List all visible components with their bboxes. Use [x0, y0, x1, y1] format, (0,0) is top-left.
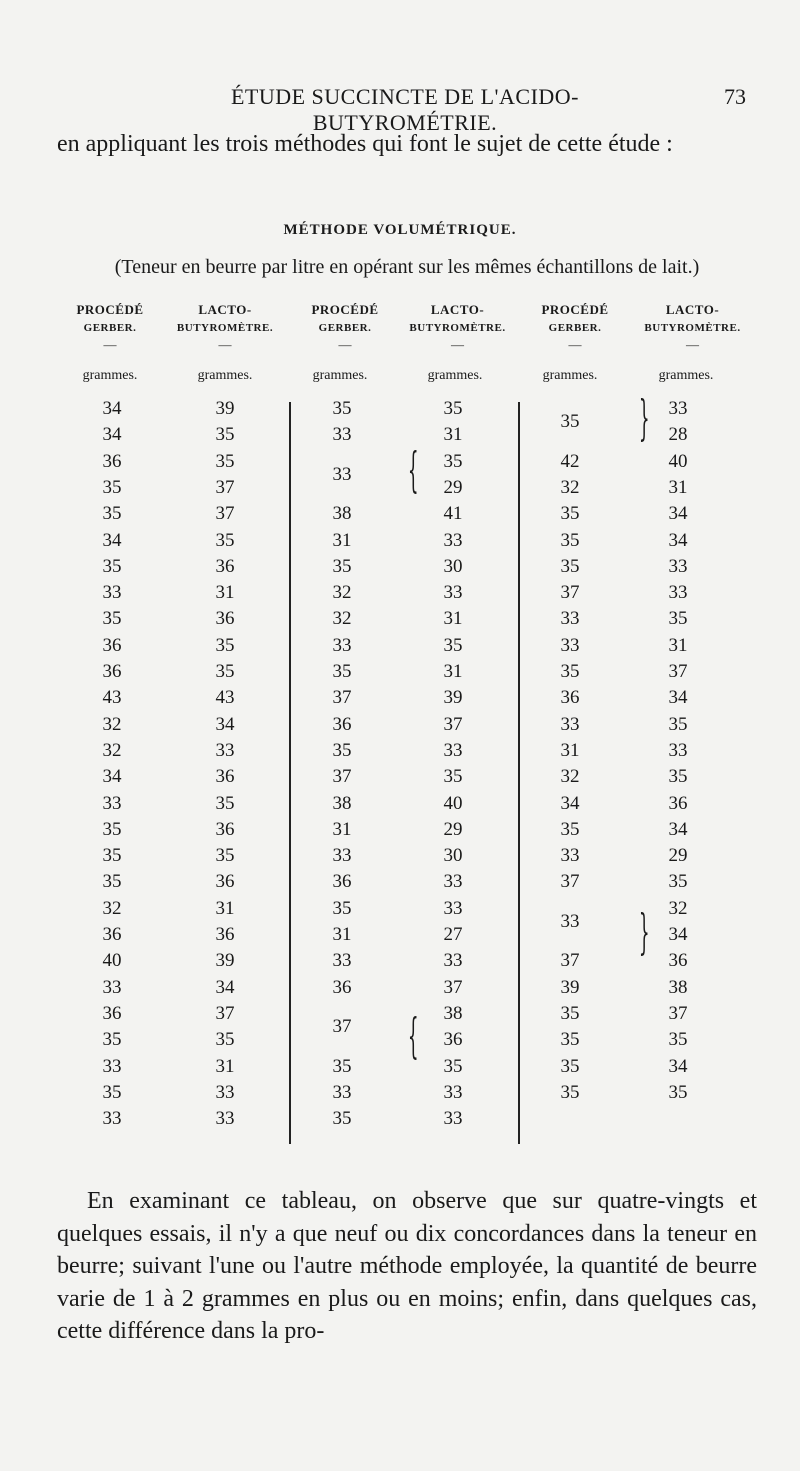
column-header-2: LACTO- BUTYROMÈTRE. — [176, 302, 274, 352]
table-cell-col4-21: 33 [443, 950, 463, 972]
table-cell-col6-10: 37 [668, 661, 688, 682]
section-title: MÉTHODE VOLUMÉTRIQUE. [283, 222, 517, 238]
closing-paragraph: En examinant ce tableau, on observe que sur quatre-vingts et quelques essais, il n'y a que neuf ou dix concordances dans la teneur en beurre; suivant l'une ou l'autre méthode employée, la quantité de beurre varie de 1 à 2 grammes en plus ou en moins; enfin, dans quelques cas, cette différence dans la pro- [57, 1188, 757, 1344]
table-cell-col5-13: 32 [560, 766, 580, 788]
table-cell-col2-4: 37 [215, 503, 235, 525]
table-cell-col3-5: 35 [332, 555, 352, 577]
table-cell-col6-3: 31 [668, 476, 688, 498]
intro-paragraph: en appliquant les trois méthodes qui font le sujet de cette étude : [57, 131, 673, 157]
unit-label-1: grammes. [82, 368, 138, 383]
table-cell-col1-13: 32 [102, 739, 122, 761]
table-cell-col4-26: 33 [443, 1081, 463, 1103]
brace-col4-a: { [407, 442, 419, 498]
table-cell-col6-2: 40 [668, 450, 688, 472]
table-cell-col2-22: 34 [215, 976, 235, 998]
table-cell-col1-27: 33 [102, 1108, 122, 1130]
table-cell-col1-5: 34 [102, 529, 122, 551]
table-cell-col4-3: 29 [443, 476, 463, 498]
table-cell-col3-4: 31 [332, 529, 352, 551]
table-cell-col2-11: 43 [215, 687, 235, 709]
table-cell-col2-5: 35 [215, 529, 235, 551]
unit-label-6: grammes. [658, 368, 714, 383]
table-cell-col3-16: 33 [332, 845, 352, 867]
table-cell-col3-3: 38 [332, 503, 352, 525]
table-cell-col2-26: 33 [215, 1081, 235, 1103]
table-cell-col3-2: 33 [332, 463, 352, 485]
table-cell-col3-24: 33 [332, 1081, 352, 1103]
column-header-1: PROCÉDÉ GERBER. — [76, 302, 144, 352]
table-cell-col1-10: 36 [102, 661, 122, 682]
table-cell-col5-20: 39 [560, 976, 580, 998]
table-cell-col3-7: 32 [332, 608, 352, 630]
table-cell-col4-10: 31 [443, 661, 463, 682]
table-cell-col5-4: 35 [560, 529, 580, 551]
table-cell-col4-18: 33 [443, 871, 463, 893]
column-header-4: LACTO- BUTYROMÈTRE. — [409, 302, 506, 352]
table-cell-col3-6: 32 [332, 582, 352, 604]
table-cell-col4-23: 38 [443, 1002, 463, 1024]
column-header-5: PROCÉDÉ GERBER. — [541, 302, 609, 352]
table-cell-col1-21: 40 [102, 950, 122, 972]
table-cell-col2-19: 31 [215, 897, 235, 919]
table-subtitle: (Teneur en beurre par litre en opérant sur les mêmes échantillons de lait.) [114, 256, 700, 278]
table-cell-col5-7: 33 [560, 608, 580, 630]
table-cell-col3-0: 35 [332, 398, 352, 419]
table-cell-col6-19: 32 [668, 897, 688, 919]
table-cell-col4-22: 37 [443, 976, 463, 998]
unit-label-5: grammes. [542, 368, 598, 383]
table-cell-col3-9: 35 [332, 661, 352, 682]
table-cell-col2-20: 36 [215, 924, 235, 945]
unit-label-3: grammes. [312, 368, 368, 383]
brace-col6-b: } [638, 904, 650, 960]
table-cell-col2-0: 39 [215, 398, 235, 419]
table-cell-col4-25: 35 [443, 1055, 463, 1077]
table-cell-col3-12: 35 [332, 739, 352, 761]
table-cell-col2-2: 35 [215, 450, 235, 472]
table-cell-col6-26: 35 [668, 1081, 688, 1103]
table-cell-col4-11: 39 [443, 687, 463, 709]
table-cell-col5-5: 35 [560, 555, 580, 577]
column-header-3: PROCÉDÉ GERBER. — [311, 302, 379, 352]
table-cell-col4-20: 27 [443, 924, 463, 945]
table-cell-col4-16: 29 [443, 818, 463, 840]
table-cell-col2-13: 33 [215, 739, 235, 761]
table-cell-col1-3: 35 [102, 476, 122, 498]
table-cell-col2-7: 31 [215, 582, 235, 604]
table-cell-col3-13: 37 [332, 766, 352, 788]
table-cell-col1-17: 35 [102, 845, 122, 867]
table-cell-col5-23: 35 [560, 1055, 580, 1077]
table-cell-col5-3: 35 [560, 503, 580, 525]
table-cell-col2-1: 35 [215, 424, 235, 446]
table-cell-col4-24: 36 [443, 1029, 463, 1051]
running-title: ÉTUDE SUCCINCTE DE L'ACIDO-BUTYROMÉTRIE. [230, 84, 580, 135]
table-cell-col1-20: 36 [102, 924, 122, 945]
unit-label-4: grammes. [427, 368, 483, 383]
table-cell-col4-15: 40 [443, 792, 463, 814]
table-cell-col4-13: 33 [443, 739, 463, 761]
table-cell-col4-0: 35 [443, 398, 463, 419]
table-cell-col3-25: 35 [332, 1108, 352, 1130]
table-cell-col5-15: 35 [560, 818, 580, 840]
table-cell-col6-20: 34 [668, 924, 688, 945]
table-cell-col1-11: 43 [102, 687, 122, 709]
table-cell-col3-22: 37 [332, 1016, 352, 1038]
table-cell-col3-11: 36 [332, 713, 352, 735]
column-separator-right [518, 402, 520, 1144]
table-cell-col3-8: 33 [332, 634, 352, 656]
table-cell-col6-12: 35 [668, 713, 688, 735]
table-cell-col5-2: 32 [560, 476, 580, 498]
table-cell-col4-12: 37 [443, 713, 463, 735]
table-cell-col4-14: 35 [443, 766, 463, 788]
table-cell-col2-15: 35 [215, 792, 235, 814]
table-cell-col1-22: 33 [102, 976, 122, 998]
table-cell-col3-21: 36 [332, 976, 352, 998]
table-cell-col5-11: 33 [560, 713, 580, 735]
table-cell-col6-9: 31 [668, 634, 688, 656]
unit-label-2: grammes. [197, 368, 253, 383]
table-cell-col5-16: 33 [560, 845, 580, 867]
table-cell-col1-0: 34 [102, 398, 122, 419]
table-cell-col1-23: 36 [102, 1002, 122, 1024]
table-cell-col3-23: 35 [332, 1055, 352, 1077]
table-cell-col3-1: 33 [332, 424, 352, 446]
table-cell-col1-6: 35 [102, 555, 122, 577]
table-cell-col5-0: 35 [560, 411, 580, 433]
table-cell-col3-20: 33 [332, 950, 352, 972]
table-cell-col2-24: 35 [215, 1029, 235, 1051]
table-cell-col4-27: 33 [443, 1108, 463, 1130]
table-cell-col6-0: 33 [668, 398, 688, 419]
table-cell-col2-27: 33 [215, 1108, 235, 1130]
table-cell-col6-11: 34 [668, 687, 688, 709]
table-cell-col1-18: 35 [102, 871, 122, 893]
table-cell-col6-14: 35 [668, 766, 688, 788]
table-cell-col6-4: 34 [668, 503, 688, 525]
table-cell-col5-14: 34 [560, 792, 580, 814]
table-cell-col1-15: 33 [102, 792, 122, 814]
table-cell-col2-12: 34 [215, 713, 235, 735]
table-cell-col2-8: 36 [215, 608, 235, 630]
table-cell-col3-17: 36 [332, 871, 352, 893]
table-cell-col6-25: 34 [668, 1055, 688, 1077]
column-separator-left [289, 402, 291, 1144]
table-cell-col6-23: 37 [668, 1002, 688, 1024]
table-cell-col1-16: 35 [102, 818, 122, 840]
table-cell-col6-24: 35 [668, 1029, 688, 1051]
table-cell-col1-4: 35 [102, 503, 122, 525]
table-cell-col6-5: 34 [668, 529, 688, 551]
table-cell-col4-2: 35 [443, 450, 463, 472]
table-cell-col1-8: 35 [102, 608, 122, 630]
table-cell-col6-6: 33 [668, 555, 688, 577]
table-cell-col1-19: 32 [102, 897, 122, 919]
table-cell-col6-15: 36 [668, 792, 688, 814]
brace-col6-a: } [638, 390, 650, 446]
table-cell-col5-21: 35 [560, 1002, 580, 1024]
table-cell-col1-14: 34 [102, 766, 122, 788]
table-cell-col6-1: 28 [668, 424, 688, 446]
table-cell-col5-10: 36 [560, 687, 580, 709]
brace-col4-b: { [407, 1008, 419, 1064]
table-cell-col1-2: 36 [102, 450, 122, 472]
table-cell-col3-18: 35 [332, 897, 352, 919]
table-cell-col4-8: 31 [443, 608, 463, 630]
table-cell-col5-9: 35 [560, 661, 580, 682]
table-cell-col6-21: 36 [668, 950, 688, 972]
column-header-6: LACTO- BUTYROMÈTRE. — [644, 302, 741, 352]
table-cell-col3-14: 38 [332, 792, 352, 814]
table-cell-col5-18: 33 [560, 910, 580, 932]
page-number: 73 [724, 84, 746, 109]
table-cell-col2-9: 35 [215, 634, 235, 656]
table-cell-col2-21: 39 [215, 950, 235, 972]
table-cell-col4-5: 33 [443, 529, 463, 551]
table-cell-col5-12: 31 [560, 739, 580, 761]
table-cell-col1-1: 34 [102, 424, 122, 446]
table-cell-col2-14: 36 [215, 766, 235, 788]
table-cell-col2-6: 36 [215, 555, 235, 577]
table-cell-col4-6: 30 [443, 555, 463, 577]
table-cell-col2-16: 36 [215, 818, 235, 840]
table-cell-col4-19: 33 [443, 897, 463, 919]
table-cell-col5-22: 35 [560, 1029, 580, 1051]
table-cell-col1-26: 35 [102, 1081, 122, 1103]
table-cell-col6-13: 33 [668, 739, 688, 761]
table-cell-col4-17: 30 [443, 845, 463, 867]
table-cell-col5-6: 37 [560, 582, 580, 604]
table-cell-col6-22: 38 [668, 976, 688, 998]
table-cell-col1-7: 33 [102, 582, 122, 604]
table-cell-col3-19: 31 [332, 924, 352, 945]
table-cell-col5-24: 35 [560, 1081, 580, 1103]
table-cell-col4-1: 31 [443, 424, 463, 446]
table-cell-col1-25: 33 [102, 1055, 122, 1077]
table-cell-col6-16: 34 [668, 818, 688, 840]
table-cell-col6-17: 29 [668, 845, 688, 867]
table-cell-col4-9: 35 [443, 634, 463, 656]
table-cell-col5-19: 37 [560, 950, 580, 972]
table-cell-col6-8: 35 [668, 608, 688, 630]
table-cell-col2-3: 37 [215, 476, 235, 498]
table-cell-col2-17: 35 [215, 845, 235, 867]
table-cell-col6-18: 35 [668, 871, 688, 893]
table-cell-col4-7: 33 [443, 582, 463, 604]
table-cell-col1-9: 36 [102, 634, 122, 656]
table-cell-col2-23: 37 [215, 1002, 235, 1024]
table-cell-col1-24: 35 [102, 1029, 122, 1051]
table-cell-col4-4: 41 [443, 503, 463, 525]
table-cell-col5-8: 33 [560, 634, 580, 656]
table-cell-col3-10: 37 [332, 687, 352, 709]
table-cell-col6-7: 33 [668, 582, 688, 604]
table-cell-col2-10: 35 [215, 661, 235, 682]
table-cell-col5-17: 37 [560, 871, 580, 893]
table-cell-col1-12: 32 [102, 713, 122, 735]
table-cell-col3-15: 31 [332, 818, 352, 840]
table-cell-col2-25: 31 [215, 1055, 235, 1077]
table-cell-col5-1: 42 [560, 450, 580, 472]
table-cell-col2-18: 36 [215, 871, 235, 893]
